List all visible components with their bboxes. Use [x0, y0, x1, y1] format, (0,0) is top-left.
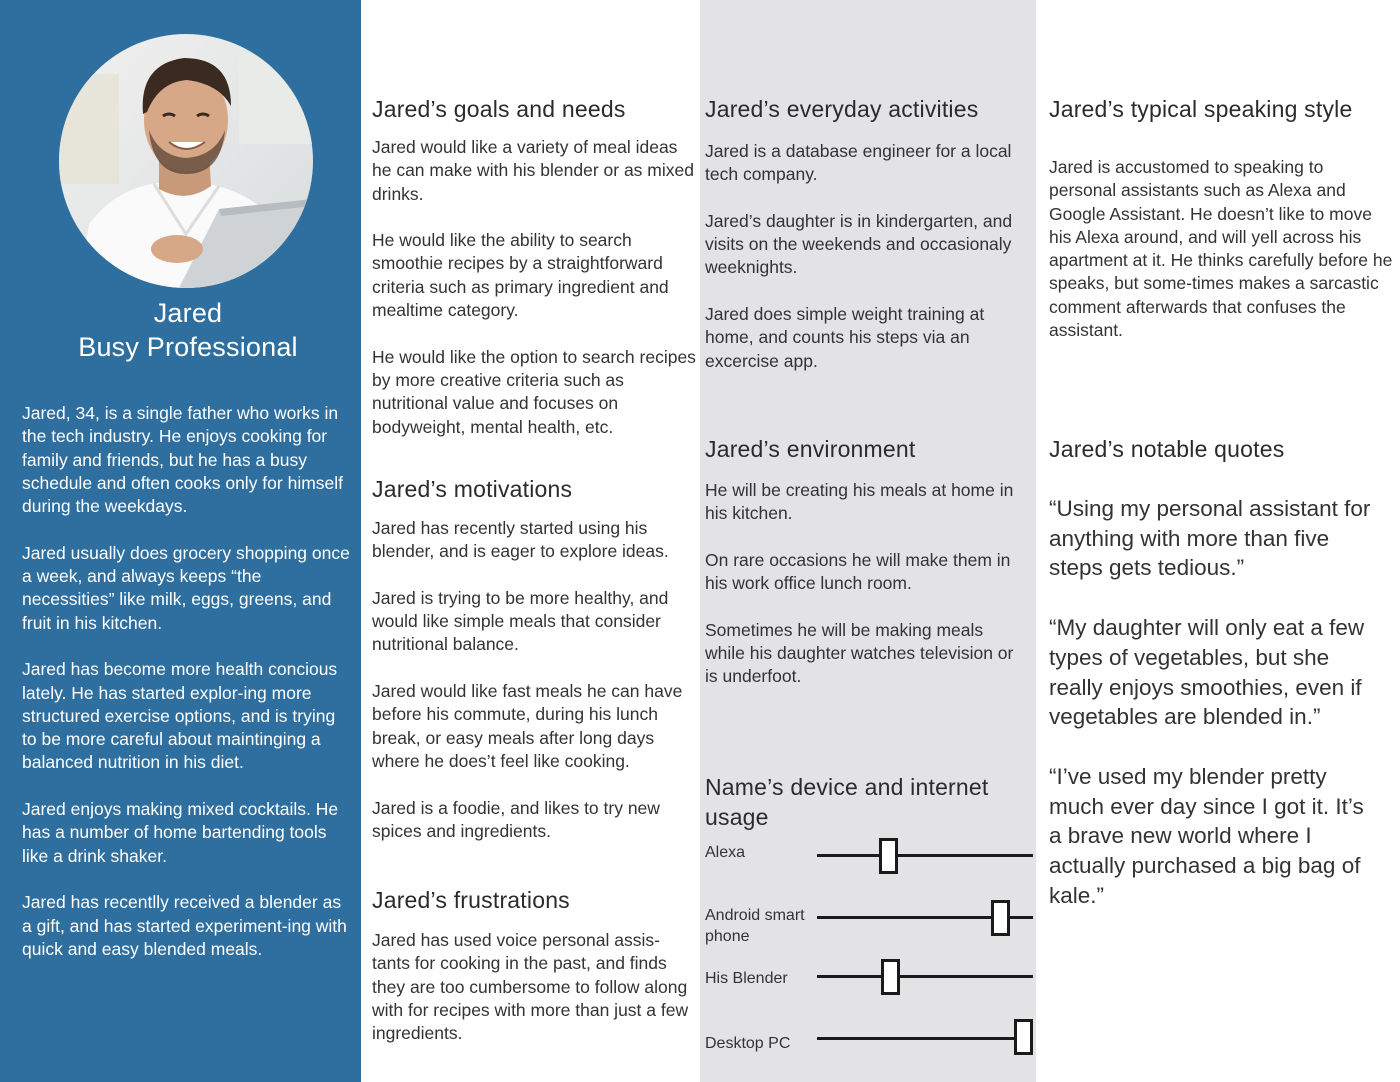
section-heading: Jared’s frustrations	[372, 887, 570, 913]
section-paragraph: On rare occasions he will make them in his work office lunch room.	[705, 549, 1011, 594]
section-heading: Jared’s environment	[705, 436, 916, 462]
section-heading: Jared’s notable quotes	[1049, 436, 1285, 462]
device-label: His Blender	[705, 970, 788, 987]
usage-track	[817, 1037, 1033, 1040]
usage-track	[817, 854, 1033, 857]
avatar	[59, 34, 313, 288]
usage-marker	[881, 959, 900, 995]
bio-paragraph: Jared has recentlly received a blender as a gift, and has started experiment-ing with quick and easy blended meals.	[22, 892, 347, 959]
section-heading: Jared’s everyday activities	[705, 96, 979, 122]
speaking-style-section	[1049, 94, 1394, 366]
section-paragraph: Jared does simple weight training at home, and counts his steps via an excercise app.	[705, 304, 985, 371]
device-label: Android smart phone	[705, 907, 805, 945]
bio-paragraph: Jared usually does grocery shopping once a week, and always keeps “the necessities” like milk, eggs, greens, and fruit in his kitchen.	[22, 542, 350, 633]
motivations-section	[372, 474, 697, 866]
quote: “My daughter will only eat a few types of vegetables, but she really enjoys smoothies, even if vegetables are blended in.”	[1049, 615, 1365, 730]
device-row-blender	[705, 958, 1035, 1008]
persona-bio	[22, 402, 352, 984]
section-paragraph: Jared is trying to be more healthy, and would like simple meals that consider nutritional balance.	[372, 587, 669, 655]
device-label: Desktop PC	[705, 1035, 791, 1052]
section-heading: Jared’s goals and needs	[372, 96, 626, 122]
section-paragraph: Jared’s daughter is in kindergarten, and visits on the weekends and occasionaly weeknights.	[705, 210, 1013, 278]
device-row-desktop	[705, 1019, 1035, 1069]
section-heading: Jared’s motivations	[372, 476, 573, 502]
section-paragraph: He would like the ability to search smoothie recipes by a straightforward criteria such as primary ingredient and mealtime category.	[372, 230, 669, 321]
device-row-alexa	[705, 838, 1035, 888]
section-paragraph: Jared would like fast meals he can have before his commute, during his lunch break, or easy meals after long days where he does’t feel like cooking.	[372, 681, 683, 771]
avatar-photo	[59, 34, 313, 288]
section-paragraph: Jared has recently started using his blender, and is eager to explore ideas.	[372, 518, 669, 562]
profile-sidebar	[0, 0, 361, 1082]
devices-section	[705, 772, 1025, 832]
device-row-android	[705, 898, 1035, 948]
usage-marker	[1014, 1019, 1033, 1055]
frustrations-section	[372, 885, 697, 1069]
bio-paragraph: Jared enjoys making mixed cocktails. He has a number of home bartending tools like a drink shaker.	[22, 799, 339, 866]
section-paragraph: He will be creating his meals at home in his kitchen.	[705, 480, 1014, 524]
quote: “I’ve used my blender pretty much ever day since I got it. It’s a brave new world where I actually purchased a big bag of kale.”	[1049, 763, 1364, 908]
environment-section	[705, 434, 1023, 712]
section-paragraph: Sometimes he will be making meals while his daughter watches television or is underfoot.	[705, 619, 1014, 687]
goals-section	[372, 94, 697, 462]
section-paragraph: Jared would like a variety of meal ideas he can make with his blender or as mixed drinks.	[372, 137, 694, 204]
device-label: Alexa	[705, 844, 746, 861]
bio-paragraph: Jared, 34, is a single father who works in the tech industry. He enjoys cooking for family and friends, but he has a busy schedule and often cooks only for himself during the weekdays.	[22, 403, 344, 517]
section-paragraph: Jared has used voice personal assis-tants for cooking in the past, and finds they are too cumbersome to follow along with for recipes with more than just a few ingredients.	[372, 930, 689, 1044]
activities-section	[705, 94, 1023, 396]
section-paragraph: He would like the option to search recipes by more creative criteria such as nutritional value and focuses on bodyweight, mental health, etc.	[372, 346, 696, 437]
persona-role: Busy Professional	[78, 332, 298, 362]
usage-marker	[879, 838, 898, 874]
section-paragraph: Jared is a foodie, and likes to try new spices and ingredients.	[372, 797, 660, 841]
section-paragraph: Jared is a database engineer for a local tech company.	[705, 141, 1012, 185]
section-paragraph: Jared is accustomed to speaking to personal assistants such as Alexa and Google Assistant. He doesn’t like to move his Alexa around, and will yell across his apartment at it. He thinks carefully before he speaks, but some-times makes a sarcastic comment afterwards that confuses the assistant.	[1049, 157, 1393, 341]
usage-marker	[991, 900, 1010, 936]
quotes-section	[1049, 434, 1379, 940]
quote: “Using my personal assistant for anything with more than five steps gets tedious.”	[1049, 496, 1371, 581]
usage-track	[817, 975, 1033, 978]
section-heading: Name’s device and internet usage	[705, 774, 989, 830]
bio-paragraph: Jared has become more health concious lately. He has started explor-ing more structured exercise options, and is trying to be more careful about maintinging a balanced nutrition in his diet.	[22, 659, 338, 773]
section-heading: Jared’s typical speaking style	[1049, 96, 1353, 122]
persona-name: Jared	[153, 298, 223, 328]
